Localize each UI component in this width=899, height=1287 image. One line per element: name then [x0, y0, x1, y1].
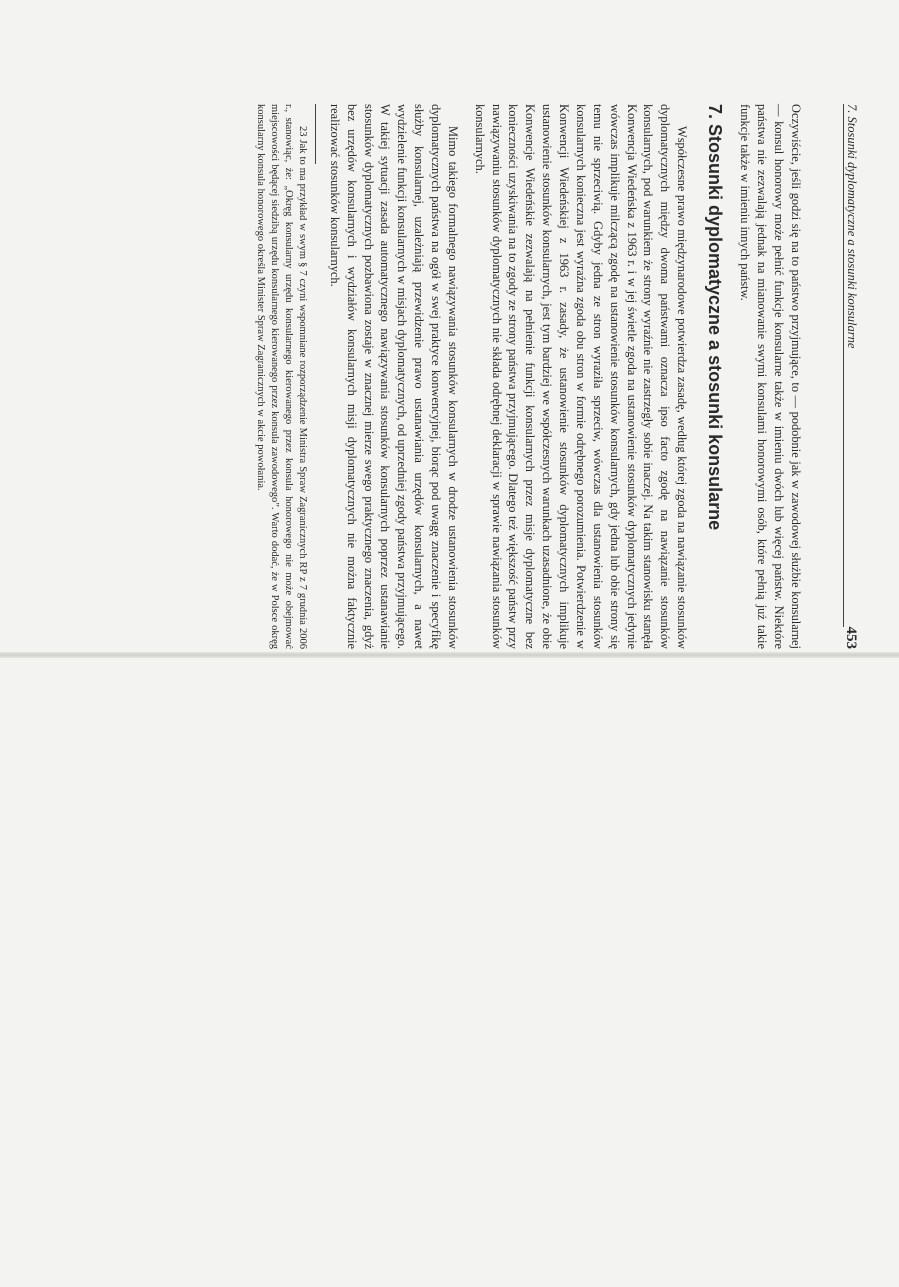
page-number: 453 [843, 626, 859, 649]
footnote-rule [315, 104, 316, 164]
paragraph: Oczywiście, jeśli godzi się na to państwo przyjmujące, to — podobnie jak w zawodowej służbie konsularnej — konsul honorowy może pełnić funkcje konsularne także w imieniu dwóch lub więcej państw. Niektóre państwa nie zezwalają jednak na mianowanie swymi konsulami honorowymi osób, które pełnią już takie funkcje także w imieniu innych państw. [738, 104, 803, 649]
paragraph: Współczesne prawo międzynarodowe potwierdza zasadę, według której zgoda na nawiązanie stosunków dyplomatycznych między dwoma państwami oznacza ipso facto zgodę na nawiązanie stosunków konsularnych, pod warunkiem że strony wyraźnie nie zastrzegły sobie inaczej. Na takim stanowisku stanęła Konwencja Wiedeńska z 1963 r. i w jej świetle zgoda na ustanowienie stosunków dyplomatycznych jedynie wówczas implikuje milczącą zgodę na ustanowienie stosunków konsularnych, gdy jedna lub obie strony się temu nie sprzeciwią. Gdyby jedna ze stron wyraziła sprzeciw, wówczas dla ustanowienia stosunków konsularnych konieczna jest wyraźna zgoda obu stron w formie odrębnego porozumienia. Potwierdzenie w Konwencji Wiedeńskiej z 1963 r. zasady, że ustanowienie stosunków dyplomatycznych implikuje ustanowienie stosunków konsularnych, jest tym bardziej we współczesnych warunkach uzasadnione, że obie Konwencje Wiedeńskie zezwalają na pełnienie funkcji konsularnych przez misje dyplomatyczne bez konieczności uzyskiwania na to zgody ze strony państwa przyjmującego. Dlatego też większość państw przy nawiązywaniu stosunków dyplomatycznych nie składa odrębnej deklaracji w sprawie nawiązania stosunków konsularnych. [472, 104, 690, 649]
page-453 [0, 24, 899, 1287]
running-head [831, 104, 859, 649]
section-heading: 7. Stosunki dyplomatyczne a stosunki konsularne [704, 104, 725, 531]
page-body [244, 104, 804, 649]
running-title: 7. Stosunki dyplomatyczne a stosunki konsularne [845, 104, 859, 349]
paragraph: Mimo takiego formalnego nawiązywania stosunków konsularnych w drodze ustanowienia stosunków dyplomatycznych państwa na ogół w swej praktyce konwencyjnej, biorąc pod uwagę znaczenie i specyfikę służby konsularnej, uzależniają przewidzenie prawo ustanawiania urzędów konsularnych, a nawet wydzielenie funkcji konsularnych w misjach dyplomatycznych, od uprzedniej zgody państwa przyjmującego. W takiej sytuacji zasada automatycznego nawiązywania stosunków konsularnych poprzez ustanawianie stosunków dyplomatycznych pozbawiona zostaje w znacznej mierze swego praktycznego znaczenia, gdyż bez urzędów konsularnych i wydziałów konsularnych misji dyplomatycznych nie można faktycznie realizować stosunków konsularnych. [327, 104, 460, 649]
footnote: 23 Jak to ma przykład w swym § 7 czyni wspomniane rozporządzenie Ministra Spraw Zagranicznych RP z 7 grudnia 2006 r., stanowiąc, że: „Okręg konsularny urzędu konsularnego kierowanego przez konsula honorowego nie może obejmować miejscowości będącej siedzibą urzędu konsularnego kierowanego przez konsula zawodowego”. Warto dodać, że w Polsce okręg konsularny konsula honorowego określa Minister Spraw Zagranicznych w akcie powołania. [255, 104, 309, 649]
